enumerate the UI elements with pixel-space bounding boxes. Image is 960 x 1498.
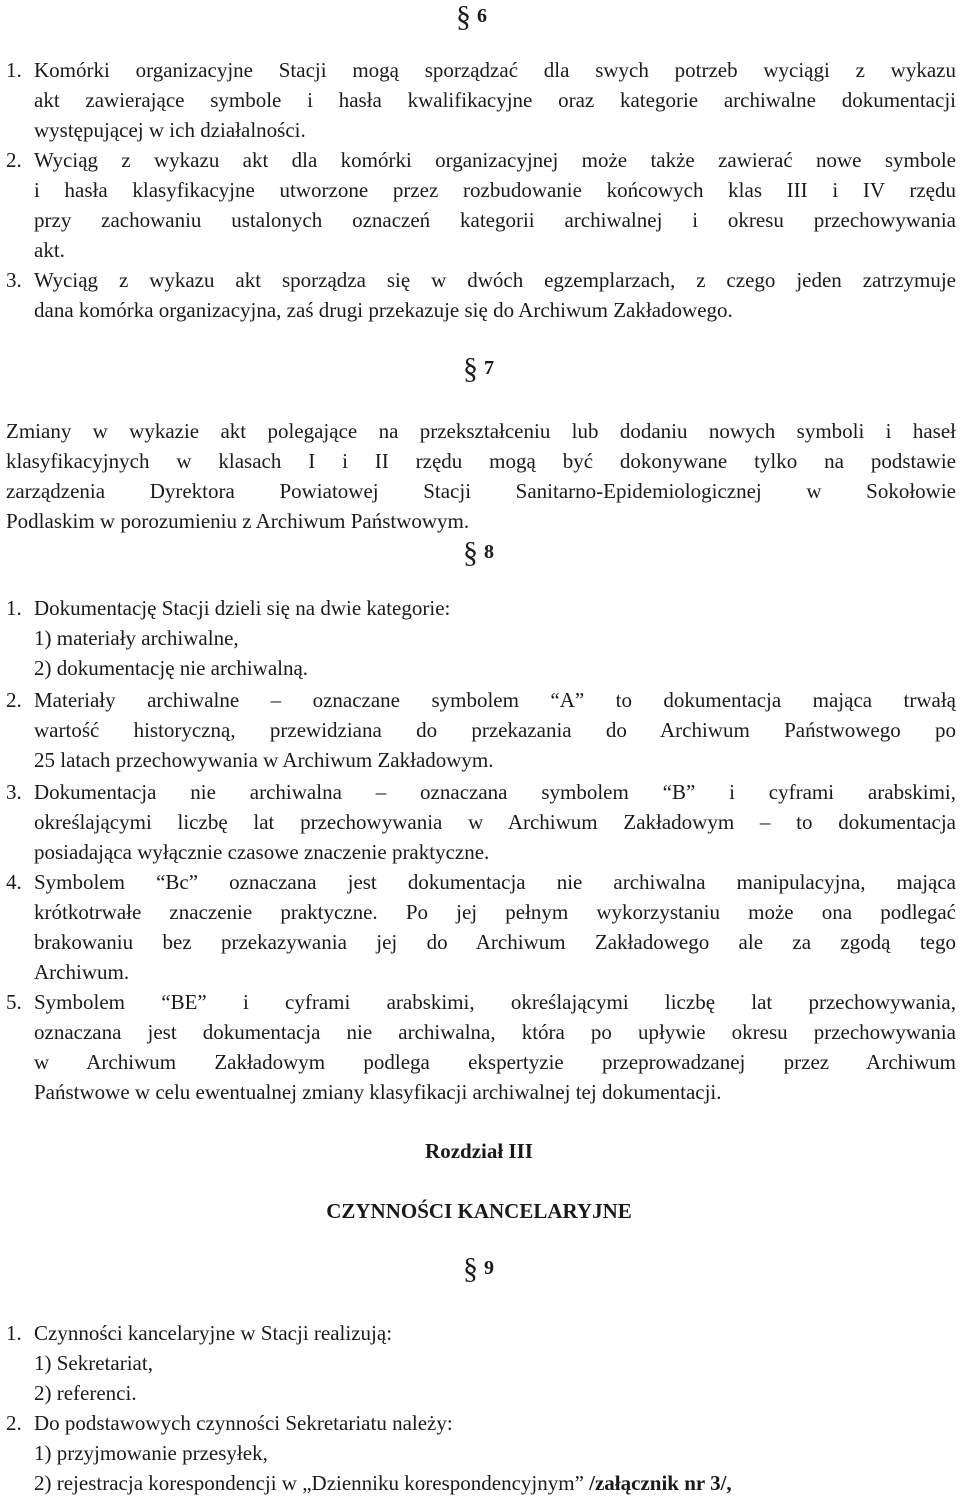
paragraph-line: Czynności kancelaryjne w Stacji realizują: bbox=[34, 1321, 393, 1345]
section-heading-6: § 6 bbox=[456, 0, 487, 33]
paragraph-line: Komórki organizacyjne Stacji mogą sporządzać dla swych potrzeb wyciągi z wykazu bbox=[34, 58, 956, 82]
paragraph-line: Do podstawowych czynności Sekretariatu należy: bbox=[34, 1411, 453, 1435]
list-number: 1. bbox=[6, 58, 22, 82]
attachment-reference: /załącznik nr 3/, bbox=[589, 1471, 732, 1495]
list-number: 3. bbox=[6, 268, 22, 292]
paragraph-line: Zmiany w wykazie akt polegające na przekształceniu lub dodaniu nowych symboli i haseł bbox=[6, 419, 956, 443]
paragraph-line: Materiały archiwalne – oznaczane symbolem “A” to dokumentacja mająca trwałą bbox=[34, 688, 956, 712]
list-item: 1) przyjmowanie przesyłek, bbox=[34, 1441, 268, 1465]
chapter-title: Rozdział III bbox=[425, 1139, 533, 1163]
list-item: 1) Sekretariat, bbox=[34, 1351, 153, 1375]
paragraph-line: i hasła klasyfikacyjne utworzone przez rozbudowanie końcowych klas III i IV rzędu bbox=[34, 178, 956, 202]
list-number: 2. bbox=[6, 148, 22, 172]
paragraph-line: oznaczana jest dokumentacja nie archiwalna, która po upływie okresu przechowywania bbox=[34, 1020, 956, 1044]
list-number: 1. bbox=[6, 1321, 22, 1345]
list-number: 4. bbox=[6, 870, 22, 894]
paragraph-line: dana komórka organizacyjna, zaś drugi przekazuje się do Archiwum Zakładowego. bbox=[34, 298, 733, 322]
list-item-text: 2) rejestracja korespondencji w „Dzienniku korespondencyjnym” bbox=[34, 1471, 590, 1495]
paragraph-line: Symbolem “Bc” oznaczana jest dokumentacja nie archiwalna manipulacyjna, mająca bbox=[34, 870, 956, 894]
paragraph-line: określającymi liczbę lat przechowywania w Archiwum Zakładowym – to dokumentacja bbox=[34, 810, 956, 834]
paragraph-line: przy zachowaniu ustalonych oznaczeń kategorii archiwalnej i okresu przechowywania bbox=[34, 208, 956, 232]
section-heading-7: § 7 bbox=[463, 352, 494, 385]
list-item: 2) dokumentację nie archiwalną. bbox=[34, 656, 309, 680]
list-number: 2. bbox=[6, 1411, 22, 1435]
section-heading-8: § 8 bbox=[463, 536, 494, 569]
paragraph-line: krótkotrwałe znaczenie praktyczne. Po jej pełnym wykorzystaniu może ona podlegać bbox=[34, 900, 956, 924]
paragraph-line: Podlaskim w porozumieniu z Archiwum Państwowym. bbox=[6, 509, 470, 533]
list-item: 2) referenci. bbox=[34, 1381, 137, 1405]
paragraph-line: posiadająca wyłącznie czasowe znaczenie praktyczne. bbox=[34, 840, 490, 864]
paragraph-line: Wyciąg z wykazu akt sporządza się w dwóch egzemplarzach, z czego jeden zatrzymuje bbox=[34, 268, 956, 292]
paragraph-line: Dokumentacja nie archiwalna – oznaczana symbolem “B” i cyframi arabskimi, bbox=[34, 780, 956, 804]
list-item: 1) materiały archiwalne, bbox=[34, 626, 239, 650]
list-number: 2. bbox=[6, 688, 22, 712]
paragraph-line: Państwowe w celu ewentualnej zmiany klasyfikacji archiwalnej tej dokumentacji. bbox=[34, 1080, 722, 1104]
paragraph-line: Symbolem “BE” i cyframi arabskimi, określającymi liczbę lat przechowywania, bbox=[34, 990, 956, 1014]
paragraph-line: Dokumentację Stacji dzieli się na dwie kategorie: bbox=[34, 596, 451, 620]
paragraph-line: zarządzenia Dyrektora Powiatowej Stacji Sanitarno-Epidemiologicznej w Sokołowie bbox=[6, 479, 956, 503]
paragraph-line: klasyfikacyjnych w klasach I i II rzędu mogą być dokonywane tylko na podstawie bbox=[6, 449, 956, 473]
paragraph-line: brakowaniu bez przekazywania jej do Archiwum Zakładowego ale za zgodą tego bbox=[34, 930, 956, 954]
paragraph-line: wartość historyczną, przewidziana do przekazania do Archiwum Państwowego po bbox=[34, 718, 956, 742]
list-number: 5. bbox=[6, 990, 22, 1014]
paragraph-line: akt zawierające symbole i hasła kwalifikacyjne oraz kategorie archiwalne dokumentacji bbox=[34, 88, 956, 112]
paragraph-line: akt. bbox=[34, 238, 65, 262]
list-item bbox=[34, 1468, 732, 1498]
paragraph-line: 25 latach przechowywania w Archiwum Zakładowym. bbox=[34, 748, 494, 772]
section-heading-9: § 9 bbox=[463, 1252, 494, 1285]
paragraph-line: występującej w ich działalności. bbox=[34, 118, 306, 142]
chapter-subtitle: CZYNNOŚCI KANCELARYJNE bbox=[326, 1199, 632, 1223]
list-number: 1. bbox=[6, 596, 22, 620]
paragraph-line: Archiwum. bbox=[34, 960, 130, 984]
paragraph-line: w Archiwum Zakładowym podlega ekspertyzie przeprowadzanej przez Archiwum bbox=[34, 1050, 956, 1074]
list-number: 3. bbox=[6, 780, 22, 804]
paragraph-line: Wyciąg z wykazu akt dla komórki organizacyjnej może także zawierać nowe symbole bbox=[34, 148, 956, 172]
